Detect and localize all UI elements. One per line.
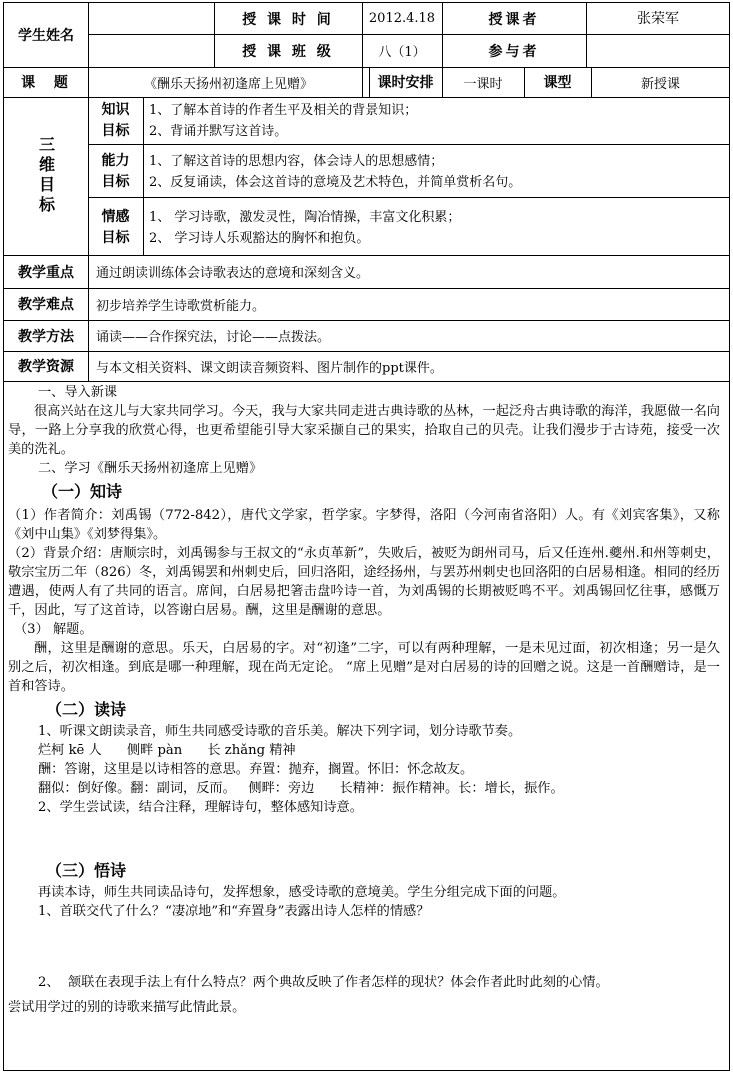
participants-label: 参与者: [488, 43, 540, 60]
wu-intro: 再读本诗，师生共同读品诗句，发挥想象，感受诗歌的意境美。学生分组完成下面的问题。: [38, 885, 566, 900]
read-step-2: 2、学生尝试读，结合注释，理解诗句，整体感知诗意。: [38, 800, 363, 815]
emotion-label-line2: 目标: [101, 230, 130, 246]
wu-question-2: 2、 颔联在表现手法上有什么特点？两个典故反映了作者怎样的现状？体会作者此时此刻的心情。: [38, 975, 609, 990]
lesson-time-label: 授 课 时 间: [242, 11, 334, 28]
teacher-label: 授课者: [488, 11, 540, 28]
lesson-time-value: 2012.4.18: [368, 11, 436, 26]
hours-label: 课时安排: [377, 75, 434, 91]
emotion-line-2: 2、 学习诗人乐观豁达的胸怀和抱负。: [149, 231, 370, 246]
knowledge-label-line2: 目标: [101, 123, 130, 139]
knowledge-line-1: 1、了解本首诗的作者生平及相关的背景知识；: [149, 103, 418, 118]
read-explain-1: 酬：答谢，这里是以诗相答的意思。弃置：抛弃，搁置。怀旧：怀念故友。: [38, 762, 474, 777]
emotion-objective-label: [88, 207, 143, 255]
part3-heading: （三）悟诗: [46, 861, 127, 880]
ability-label-line1: 能力: [101, 153, 130, 169]
emotion-label-line1: 情感: [101, 209, 130, 225]
class-label: 授 课 班 级: [242, 43, 334, 60]
part1-heading: （一）知诗: [42, 482, 123, 501]
emotion-line-1: 1、 学习诗歌，激发灵性，陶冶情操，丰富文化积累；: [149, 210, 461, 225]
objectives-group-text: 三维目标: [36, 136, 56, 216]
ability-line-1: 1、了解这首诗的思想内容，体会诗人的思想感情；: [149, 154, 444, 169]
title-explain-heading: （3） 解题。: [14, 622, 93, 637]
read-explain-2: 翻似：倒好像。翻：副词，反而。 侧畔：旁边 长精神：振作精神。长：增长，振作。: [38, 781, 564, 796]
study-heading: 二、学习《酬乐天扬州初逢席上见赠》: [38, 461, 263, 476]
lesson-body: [8, 383, 720, 1017]
knowledge-objective-text: [149, 100, 724, 144]
hours-value: 一课时: [463, 76, 503, 92]
difficulty-label: 教学难点: [18, 297, 74, 313]
intro-text: 很高兴站在这儿与大家共同学习。今天，我与大家共同走进古典诗歌的丛林，一起泛舟古典诗歌的海洋，我愿做一名向导，一路上分享我的欣赏心得，也更希望能引导大家采撷自己的果实，拾取自己的贝壳。让我们漫步于古诗苑，接受一次美的洗礼。: [8, 404, 720, 457]
wu-question-1: 1、首联交代了什么？“凄凉地”和“弃置身”表露出诗人怎样的情感？: [38, 904, 430, 919]
objectives-group-label: [4, 97, 88, 255]
title-explain-text: 酬，这里是酬谢的意思。乐天，白居易的字。对“初逢”二字，可以有两种理解，一是未见过面，初次相逢；另一是久别之后，初次相逢。到底是哪一种理解，现在尚无定论。 “席上见赠”是对白居易的诗的回赠之说。这是一首酬赠诗，是一首和答诗。: [8, 641, 720, 694]
type-value: 新授课: [640, 76, 680, 92]
knowledge-line-2: 2、背诵并默写这首诗。: [149, 124, 288, 139]
difficulty-text: 初步培养学生诗歌赏析能力。: [96, 298, 266, 314]
read-words: 烂柯 kē 人 侧畔 pàn 长 zhǎng 精神: [38, 743, 296, 758]
focus-text: 通过朗读训练体会诗歌表达的意境和深刻含义。: [96, 266, 370, 281]
method-text: 诵读——合作探究法，讨论——点拨法。: [96, 330, 331, 345]
class-value: 八（1）: [378, 45, 426, 60]
author-intro: （1）作者简介：刘禹锡（772-842），唐代文学家，哲学家。字梦得，洛阳（今河南省洛阳）人。有《刘宾客集》，又称《刘中山集》《刘梦得集》。: [8, 508, 720, 542]
ability-objective-label: [88, 151, 143, 197]
method-label: 教学方法: [18, 328, 74, 345]
ability-objective-text: [149, 151, 724, 197]
read-step-1: 1、听课文朗读录音，师生共同感受诗歌的音乐美。解决下列字词，划分诗歌节奏。: [38, 724, 522, 739]
type-label: 课型: [543, 75, 572, 91]
student-name-label: 学生姓名: [18, 28, 74, 44]
emotion-objective-text: [149, 207, 724, 255]
intro-heading: 一、导入新课: [38, 385, 118, 400]
focus-label: 教学重点: [18, 264, 74, 281]
ability-label-line2: 目标: [101, 174, 130, 190]
resources-text: 与本文相关资料、课文朗读音频资料、图片制作的ppt课件。: [96, 360, 443, 376]
teacher-value: 张荣军: [637, 11, 679, 27]
knowledge-objective-label: [88, 100, 143, 144]
topic-title: 《酬乐天扬州初逢席上见赠》: [143, 76, 313, 92]
student-name-value: [88, 3, 214, 67]
wu-question-3: 尝试用学过的别的诗歌来描写此情此景。: [8, 1000, 246, 1015]
participants-value: [586, 34, 730, 67]
part2-heading: （二）读诗: [46, 700, 127, 719]
ability-line-2: 2、反复诵读，体会这首诗的意境及艺术特色，并简单赏析名句。: [149, 175, 522, 190]
background-intro: （2）背景介绍：唐顺宗时，刘禹锡参与王叔文的“永贞革新”，失败后，被贬为朗州司马，后又任连州.夔州.和州等刺史，敬宗宝历二年（826）冬，刘禹锡罢和州刺史后，回归洛阳，途经扬州，与罢苏州刺史也回洛阳的白居易相逢。相同的经历遭遇，使两人有了共同的语言。席间，白居易把箸击盘吟诗一首，为刘禹锡的长期被贬鸣不平。刘禹锡回忆往事，感慨万千，因此，写了这首诗，以答谢白居易。酬，这里是酬谢的意思。: [8, 546, 720, 618]
topic-label: 课 题: [21, 75, 71, 91]
resources-label: 教学资源: [18, 359, 74, 375]
knowledge-label-line1: 知识: [101, 102, 130, 118]
